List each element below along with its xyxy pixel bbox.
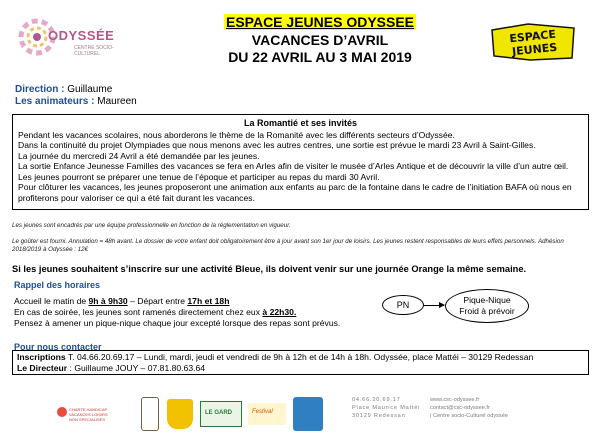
directeur-label: Le Directeur: [17, 363, 68, 373]
horaires-morning: 9h à 9h30: [88, 296, 128, 306]
arrow-icon: [424, 305, 444, 306]
animateurs-value: Maureen: [94, 96, 137, 107]
pique-nique-line-2: Froid à prévoir: [459, 306, 515, 316]
program-line: Les jeunes pourront se préparer une tenue de l’époque et participer au repas du mardi 30 Avril.: [18, 171, 380, 182]
contact-title: Pour nous contacter: [14, 342, 102, 352]
festival-text: Festival: [252, 409, 273, 415]
staff-info: [15, 84, 137, 108]
program-title: La Romantié et ses invités: [243, 118, 358, 128]
horaires-line-1: [14, 296, 340, 307]
horaires-soiree-text: En cas de soirée, les jeunes sont ramenés directement chez eux: [14, 307, 263, 317]
direction-label: Direction :: [15, 84, 65, 95]
partner-brand-logo: [141, 397, 159, 431]
note-conditions: Le goûter est fourni. Annulation = 48h avant. Le dossier de votre enfant doit obligatoirement être à jour avant son 1er jour de loisirs. Les jeunes restent responsables de leurs effets personnels. Adhésion 2018/2019 à Odyssée : 12€: [12, 238, 564, 253]
program-box: [12, 114, 589, 210]
footer-web: [430, 397, 550, 420]
festival-logo: [248, 403, 286, 425]
logo-subtitle: CENTRE SOCIO-CULTUREL: [74, 45, 114, 57]
svg-text:ESPACE: ESPACE: [508, 27, 557, 46]
rappel-title: Rappel des horaires: [14, 280, 101, 290]
animateurs-line: [15, 96, 137, 108]
program-line: Dans la continuité du projet Olympiades que nous menons avec les autres centres, une sortie est prévue le mardi 23 Avril à Saint-Gilles.: [18, 140, 536, 150]
blason-logo: [167, 399, 193, 429]
horaires-text: [14, 296, 340, 329]
logo-name: ODYSSÉE: [48, 28, 115, 43]
horaires-soiree-time: à 22h30.: [262, 307, 297, 317]
directeur-value: : Guillaume JOUY – 07.81.80.63.64: [67, 363, 206, 373]
gard-text: LE GARD: [205, 410, 232, 416]
le-gard-logo: [200, 401, 242, 427]
title-block: [190, 14, 450, 66]
horaires-text-c: – Départ entre: [127, 296, 188, 306]
svg-text:JEUNES: JEUNES: [511, 40, 558, 59]
contact-box: [12, 350, 589, 375]
direction-line: [15, 84, 137, 96]
program-line: Pour clôturer les vacances, les jeunes proposeront une animation aux enfants au parc de la fontaine dans le cadre de l’initiation BAFA où nous en profiterons pour valoriser ce qui a été fait durant les vacances.: [18, 182, 572, 203]
horaires-line-3: Pensez à amener un pique-nique chaque jour excepté lorsque des repas sont prévus.: [14, 318, 341, 328]
note-supervision: Les jeunes sont encadrés par une équipe professionnelle en fonction de la réglementation en vigueur.: [12, 222, 291, 229]
inscriptions-line: [17, 352, 584, 363]
title-dates: DU 22 AVRIL AU 3 MAI 2019: [228, 49, 412, 65]
footer-phone: 04.66.20.69.17: [352, 397, 401, 403]
animateurs-label: Les animateurs :: [15, 96, 95, 107]
footer-address: Place Maurice Mattéi: [352, 404, 421, 411]
footer-email-link[interactable]: contact@csc-odyssee.fr: [430, 404, 490, 411]
pique-nique-legend: [445, 289, 529, 323]
partner-blue-logo: [293, 397, 323, 431]
horaires-text-a: Accueil le matin de: [14, 296, 89, 306]
pique-nique-line-1: Pique-Nique: [463, 295, 511, 305]
program-line: La journée du mercredi 24 Avril a été demandée par les jeunes.: [18, 150, 260, 161]
title-vacances: VACANCES D’AVRIL: [251, 32, 389, 48]
program-line: La sortie Enfance Jeunesse Familles des vacances se fera en Arles afin de visiter le musée d’Arles Antique et de découvrir la ville d’un autre œil.: [18, 161, 569, 171]
program-line: Pendant les vacances scolaires, nous aborderons le thème de la Romanité avec les différents secteurs d’Odyssée.: [18, 129, 455, 140]
charte-text: CHARTE HANDICAP VACANCES LOISIRS NON SPÉCIALISÉS: [69, 407, 108, 422]
direction-value: Guillaume: [64, 84, 113, 95]
horaires-evening: 17h et 18h: [187, 296, 230, 306]
inscriptions-label: Inscriptions: [17, 352, 66, 362]
footer-city: 30129 Redessan: [352, 412, 406, 419]
charte-handicap-logo: [55, 401, 113, 427]
activity-rule: Si les jeunes souhaitent s’inscrire sur une activité Bleue, ils doivent venir sur une journée Orange la même semaine.: [12, 264, 527, 274]
footer-contact: [352, 397, 432, 420]
espace-jeunes-logo: [488, 22, 578, 62]
inscriptions-value: T. 04.66.20.69.17 – Lundi, mardi, jeudi et vendredi de 9h à 12h et de 14h à 18h. Odyssée, place Mattéi – 30129 Redessan: [65, 352, 534, 362]
footer-facebook: | Centre socio-Culturel odyssée: [430, 412, 508, 419]
pn-legend: PN: [382, 295, 424, 315]
directeur-line: [17, 363, 584, 374]
odyssee-logo: [12, 8, 115, 68]
charte-dot-icon: [57, 407, 67, 417]
footer-website-link[interactable]: www.csc-odyssee.fr: [430, 397, 480, 403]
partner-logos: [55, 395, 315, 435]
page-title: ESPACE JEUNES ODYSSEE: [225, 14, 415, 30]
horaires-line-2: [14, 307, 340, 318]
